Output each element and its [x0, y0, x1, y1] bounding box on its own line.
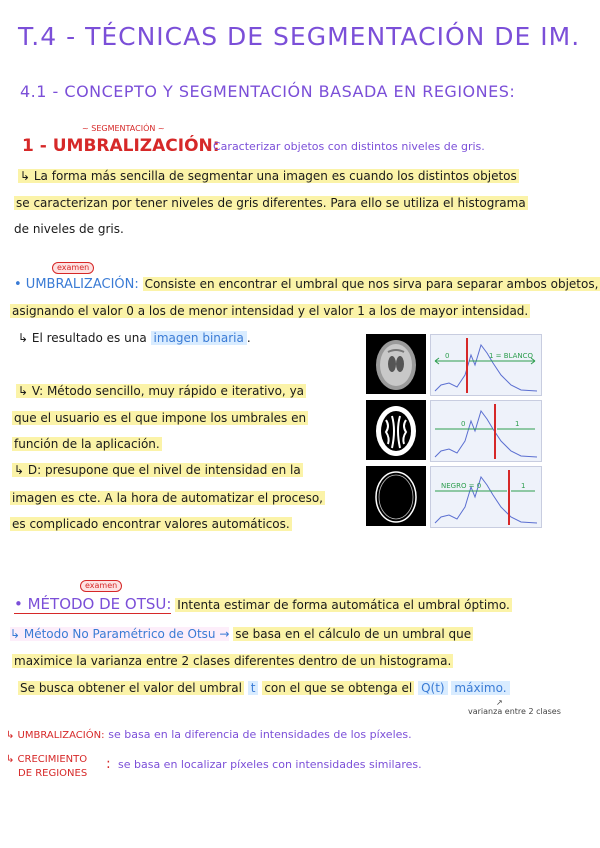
umbralizacion-heading: 1 - UMBRALIZACIÓN: — [22, 136, 220, 156]
summary-crecimiento-label-b: DE REGIONES — [18, 768, 88, 779]
umbral-text-line-3: de niveles de gris. — [14, 222, 124, 236]
exam-badge: examen — [52, 262, 94, 274]
umbral-definition-line-1: • UMBRALIZACIÓN: Consiste en encontrar el umbral que nos sirva para separar ambos objetos, — [14, 277, 599, 292]
section-heading: 4.1 - CONCEPTO Y SEGMENTACIÓN BASADA EN REGIONES: — [20, 82, 516, 101]
umbral-text-line-1: ↳ La forma más sencilla de segmentar una imagen es cuando los distintos objetos — [20, 169, 517, 183]
summary-umbralizacion: ↳ UMBRALIZACIÓN: se basa en la diferencia de intensidades de los píxeles. — [6, 728, 412, 741]
hist2-label-1: 1 — [515, 420, 520, 428]
desventaja-line-1: ↳ D: presupone que el nivel de intensidad en la — [14, 463, 301, 477]
ventaja-line-1: ↳ V: Método sencillo, muy rápido e iterativo, ya — [18, 384, 305, 398]
histogram-3 — [430, 466, 542, 528]
hist3-label-1: 1 — [521, 482, 526, 490]
summary-crecimiento-label-a: ↳ CRECIMIENTO — [6, 754, 88, 765]
hist3-label-0: NEGRO = 0 — [441, 482, 482, 490]
otsu-line-2: maximice la varianza entre 2 clases diferentes dentro de un histograma. — [14, 654, 452, 668]
otsu-line-1: ↳ Método No Paramétrico de Otsu → se basa en el cálculo de un umbral que — [10, 627, 472, 641]
hist2-label-0: 0 — [461, 420, 466, 428]
hist1-label-1: 1 = BLANCO — [489, 352, 534, 360]
brain-scan-threshold-2 — [366, 466, 426, 526]
desventaja-line-3: es complicado encontrar valores automáticos. — [12, 517, 290, 531]
arrow-icon: ↗ — [496, 698, 503, 707]
otsu-heading-line: • MÉTODO DE OTSU: Intenta estimar de forma automática el umbral óptimo. — [14, 595, 510, 613]
q-t-highlight: Q(t) — [418, 681, 448, 695]
threshold-figure — [366, 334, 542, 526]
summary-crecimiento-colon: : — [106, 756, 111, 772]
otsu-line-3: Se busca obtener el valor del umbral t con el que se obtenga el Q(t) máximo. — [18, 680, 510, 696]
desventaja-line-2: imagen es cte. A la hora de automatizar el proceso, — [12, 491, 323, 505]
exam-badge-otsu: examen — [80, 580, 122, 592]
umbral-t-highlight: t — [248, 681, 259, 695]
umbralizacion-description: Caracterizar objetos con distintos niveles de gris. — [213, 140, 485, 153]
segmentacion-label: ~ SEGMENTACIÓN ~ — [82, 124, 165, 133]
histogram-2 — [430, 400, 542, 462]
umbral-definition-line-2: asignando el valor 0 a los de menor intensidad y el valor 1 a los de mayor intensidad. — [12, 304, 529, 318]
umbral-result-line: ↳ El resultado es una imagen binaria . — [18, 331, 251, 345]
imagen-binaria-highlight: imagen binaria — [151, 331, 247, 345]
hist1-label-0: 0 — [445, 352, 450, 360]
ventaja-line-2: que el usuario es el que impone los umbrales en — [14, 411, 307, 425]
umbral-text-line-2: se caracterizan por tener niveles de gris diferentes. Para ello se utiliza el histograma — [16, 196, 526, 210]
summary-crecimiento-text: se basa en localizar píxeles con intensidades similares. — [118, 758, 422, 771]
histogram-1 — [430, 334, 542, 396]
ventaja-line-3: función de la aplicación. — [14, 437, 160, 451]
otsu-heading: • MÉTODO DE OTSU: — [14, 595, 172, 613]
brain-scan-threshold-1 — [366, 400, 426, 460]
page-title: T.4 - TÉCNICAS DE SEGMENTACIÓN DE IM. — [18, 22, 581, 51]
brain-scan-original — [366, 334, 426, 394]
varianza-note: varianza entre 2 clases — [468, 707, 561, 716]
